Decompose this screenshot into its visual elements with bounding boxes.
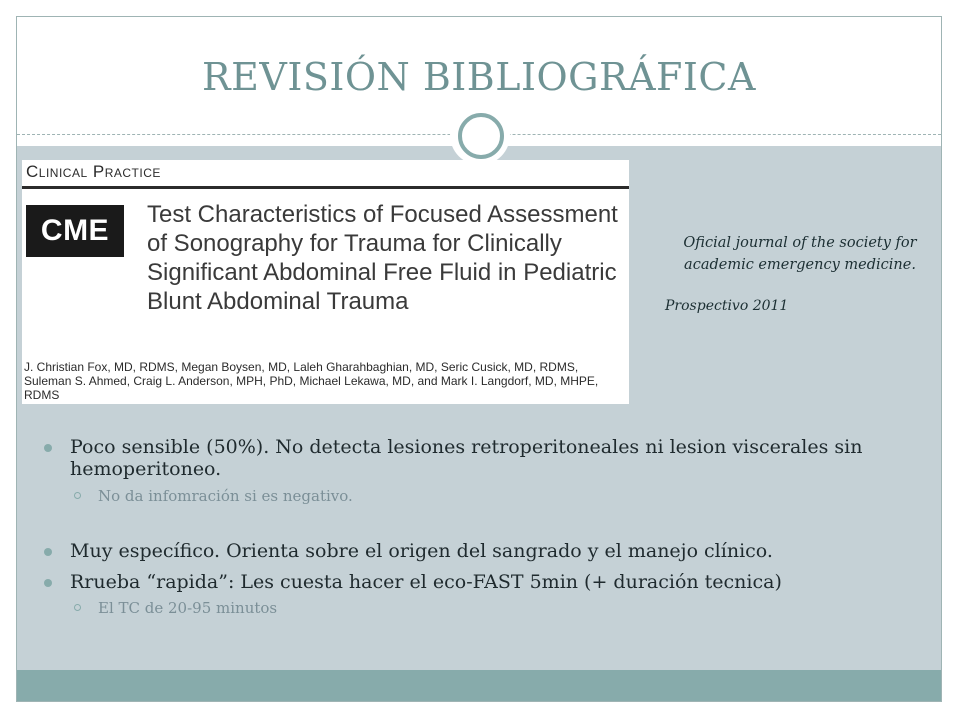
ring-ornament-icon [458,113,504,159]
slide-title: REVISIÓN BIBLIOGRÁFICA [202,55,756,99]
sub-bullet-item: El TC de 20-95 minutos [40,598,920,618]
article-rule [22,186,629,189]
cme-badge: CME [26,205,124,257]
bullet-item: Muy específico. Orienta sobre el origen del sangrado y el manejo clínico. [40,540,920,562]
article-header-image [22,160,629,404]
journal-note-line: academic emergency medicine. [684,257,916,273]
sub-bullet-item: No da infomración si es negativo. [40,486,920,506]
article-authors: J. Christian Fox, MD, RDMS, Megan Boysen, MD, Laleh Gharahbaghian, MD, Seric Cusick, MD, RDMS, Suleman S. Ahmed, Craig L. Anderson, MPH, PhD, Michael Lekawa, MD, and Mark I. Langdorf, MD, MHPE, RDMS [24,360,599,402]
bullet-item: Rrueba “rapida”: Les cuesta hacer el eco-FAST 5min (+ duración tecnica) [40,571,920,593]
journal-note-line: Oficial journal of the society for [683,235,917,251]
bullet-item: Poco sensible (50%). No detecta lesiones retroperitoneales ni lesion viscerales sin hemoperitoneo. [40,436,920,480]
study-type-note: Prospectivo 2011 [665,298,789,314]
article-title: Test Characteristics of Focused Assessment of Sonography for Trauma for Clinically Significant Abdominal Free Fluid in Pediatric Blunt Abdominal Trauma [147,201,618,315]
article-section-label: Clinical Practice [26,162,161,181]
journal-note [650,232,950,276]
bullet-list [40,436,920,618]
